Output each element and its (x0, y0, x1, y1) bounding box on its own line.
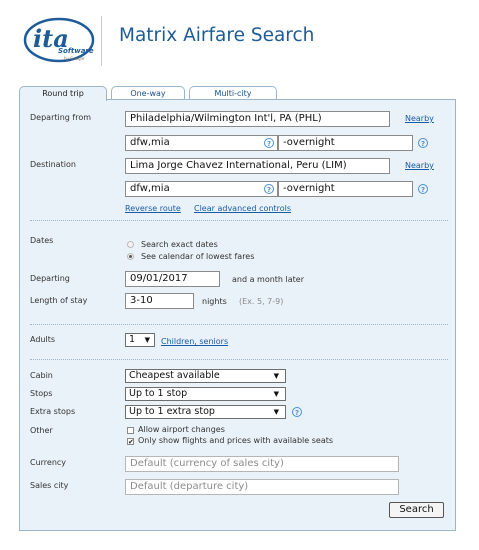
dropdown-arrow-icon: ▼ (273, 408, 279, 416)
children-seniors-link[interactable]: Children, seniors (161, 337, 229, 346)
origin-routing-help-icon[interactable]: ? (264, 138, 274, 148)
reverse-route-link[interactable]: Reverse route (125, 204, 181, 213)
search-form-panel (19, 99, 456, 531)
allow-airport-changes-label: Allow airport changes (138, 425, 225, 434)
cabin-select-value: Cheapest available (129, 370, 220, 381)
adults-select-value: 1 (129, 334, 136, 345)
available-seats-checkbox[interactable]: ✔ (128, 438, 134, 446)
logo-text: ita (33, 24, 69, 53)
dropdown-arrow-icon: ▼ (273, 390, 279, 398)
search-button[interactable]: Search (389, 502, 444, 518)
destination-input[interactable]: Lima Jorge Chavez International, Peru (LIM) (125, 158, 390, 174)
allow-airport-changes-checkbox[interactable] (127, 427, 134, 434)
destination-extension-input[interactable]: -overnight (278, 181, 413, 197)
trip-type-tabs (19, 86, 281, 100)
sales-city-input[interactable]: Default (departure city) (125, 479, 399, 495)
adults-select[interactable] (125, 333, 155, 347)
destination-nearby-link[interactable]: Nearby (405, 161, 434, 170)
departing-suffix: and a month later (232, 275, 305, 284)
tab-one-way[interactable]: One-way (111, 86, 185, 100)
origin-extension-help-icon[interactable]: ? (418, 138, 428, 148)
clear-advanced-controls-link[interactable]: Clear advanced controls (194, 204, 291, 213)
destination-extension-help-icon[interactable]: ? (418, 184, 428, 194)
section-divider (30, 324, 448, 325)
departing-date-input[interactable]: 09/01/2017 (125, 271, 220, 287)
extra-stops-select[interactable] (125, 405, 286, 419)
origin-input[interactable]: Philadelphia/Wilmington Int'l, PA (PHL) (125, 111, 390, 127)
departing-label: Departing (30, 274, 70, 283)
origin-routing-input[interactable]: dfw,mia (125, 135, 278, 151)
brand-divider (101, 16, 102, 66)
dropdown-arrow-icon: ▼ (273, 372, 279, 380)
exact-dates-radio[interactable] (127, 241, 134, 248)
logo-subtext: Software (58, 47, 94, 55)
origin-extension-input[interactable]: -overnight (278, 135, 413, 151)
other-label: Other (30, 426, 53, 435)
ita-software-logo (22, 17, 122, 65)
length-of-stay-input[interactable]: 3-10 (125, 293, 194, 309)
extra-stops-label: Extra stops (30, 407, 76, 416)
tab-round-trip[interactable]: Round trip (19, 86, 107, 101)
exact-dates-label: Search exact dates (141, 240, 218, 249)
stops-label: Stops (30, 389, 53, 398)
departing-from-label: Departing from (30, 113, 92, 122)
length-of-stay-label: Length of stay (30, 296, 88, 305)
logo-by-google: by Google (64, 56, 85, 61)
stay-unit: nights (202, 297, 227, 306)
cabin-select[interactable] (125, 369, 286, 383)
section-divider (30, 359, 448, 360)
sales-city-label: Sales city (30, 481, 69, 490)
dropdown-arrow-icon: ▼ (144, 336, 150, 344)
stops-select-value: Up to 1 stop (129, 388, 188, 399)
destination-routing-help-icon[interactable]: ? (264, 184, 274, 194)
dates-label: Dates (30, 236, 54, 245)
cabin-label: Cabin (30, 371, 53, 380)
calendar-fares-label: See calendar of lowest fares (141, 252, 255, 261)
available-seats-label: Only show flights and prices with available seats (138, 436, 334, 445)
extra-stops-select-value: Up to 1 extra stop (129, 406, 215, 417)
currency-label: Currency (30, 458, 67, 467)
adults-label: Adults (30, 335, 56, 344)
tab-multi-city[interactable]: Multi-city (189, 86, 277, 100)
destination-label: Destination (30, 160, 76, 169)
destination-routing-input[interactable]: dfw,mia (125, 181, 278, 197)
currency-input[interactable]: Default (currency of sales city) (125, 456, 399, 472)
section-divider (30, 220, 448, 221)
page-title: Matrix Airfare Search (119, 25, 315, 46)
calendar-fares-radio[interactable] (127, 253, 134, 260)
extra-stops-help-icon[interactable]: ? (292, 407, 302, 417)
stops-select[interactable] (125, 387, 286, 401)
stay-example: (Ex. 5, 7-9) (239, 297, 284, 306)
origin-nearby-link[interactable]: Nearby (405, 114, 434, 123)
